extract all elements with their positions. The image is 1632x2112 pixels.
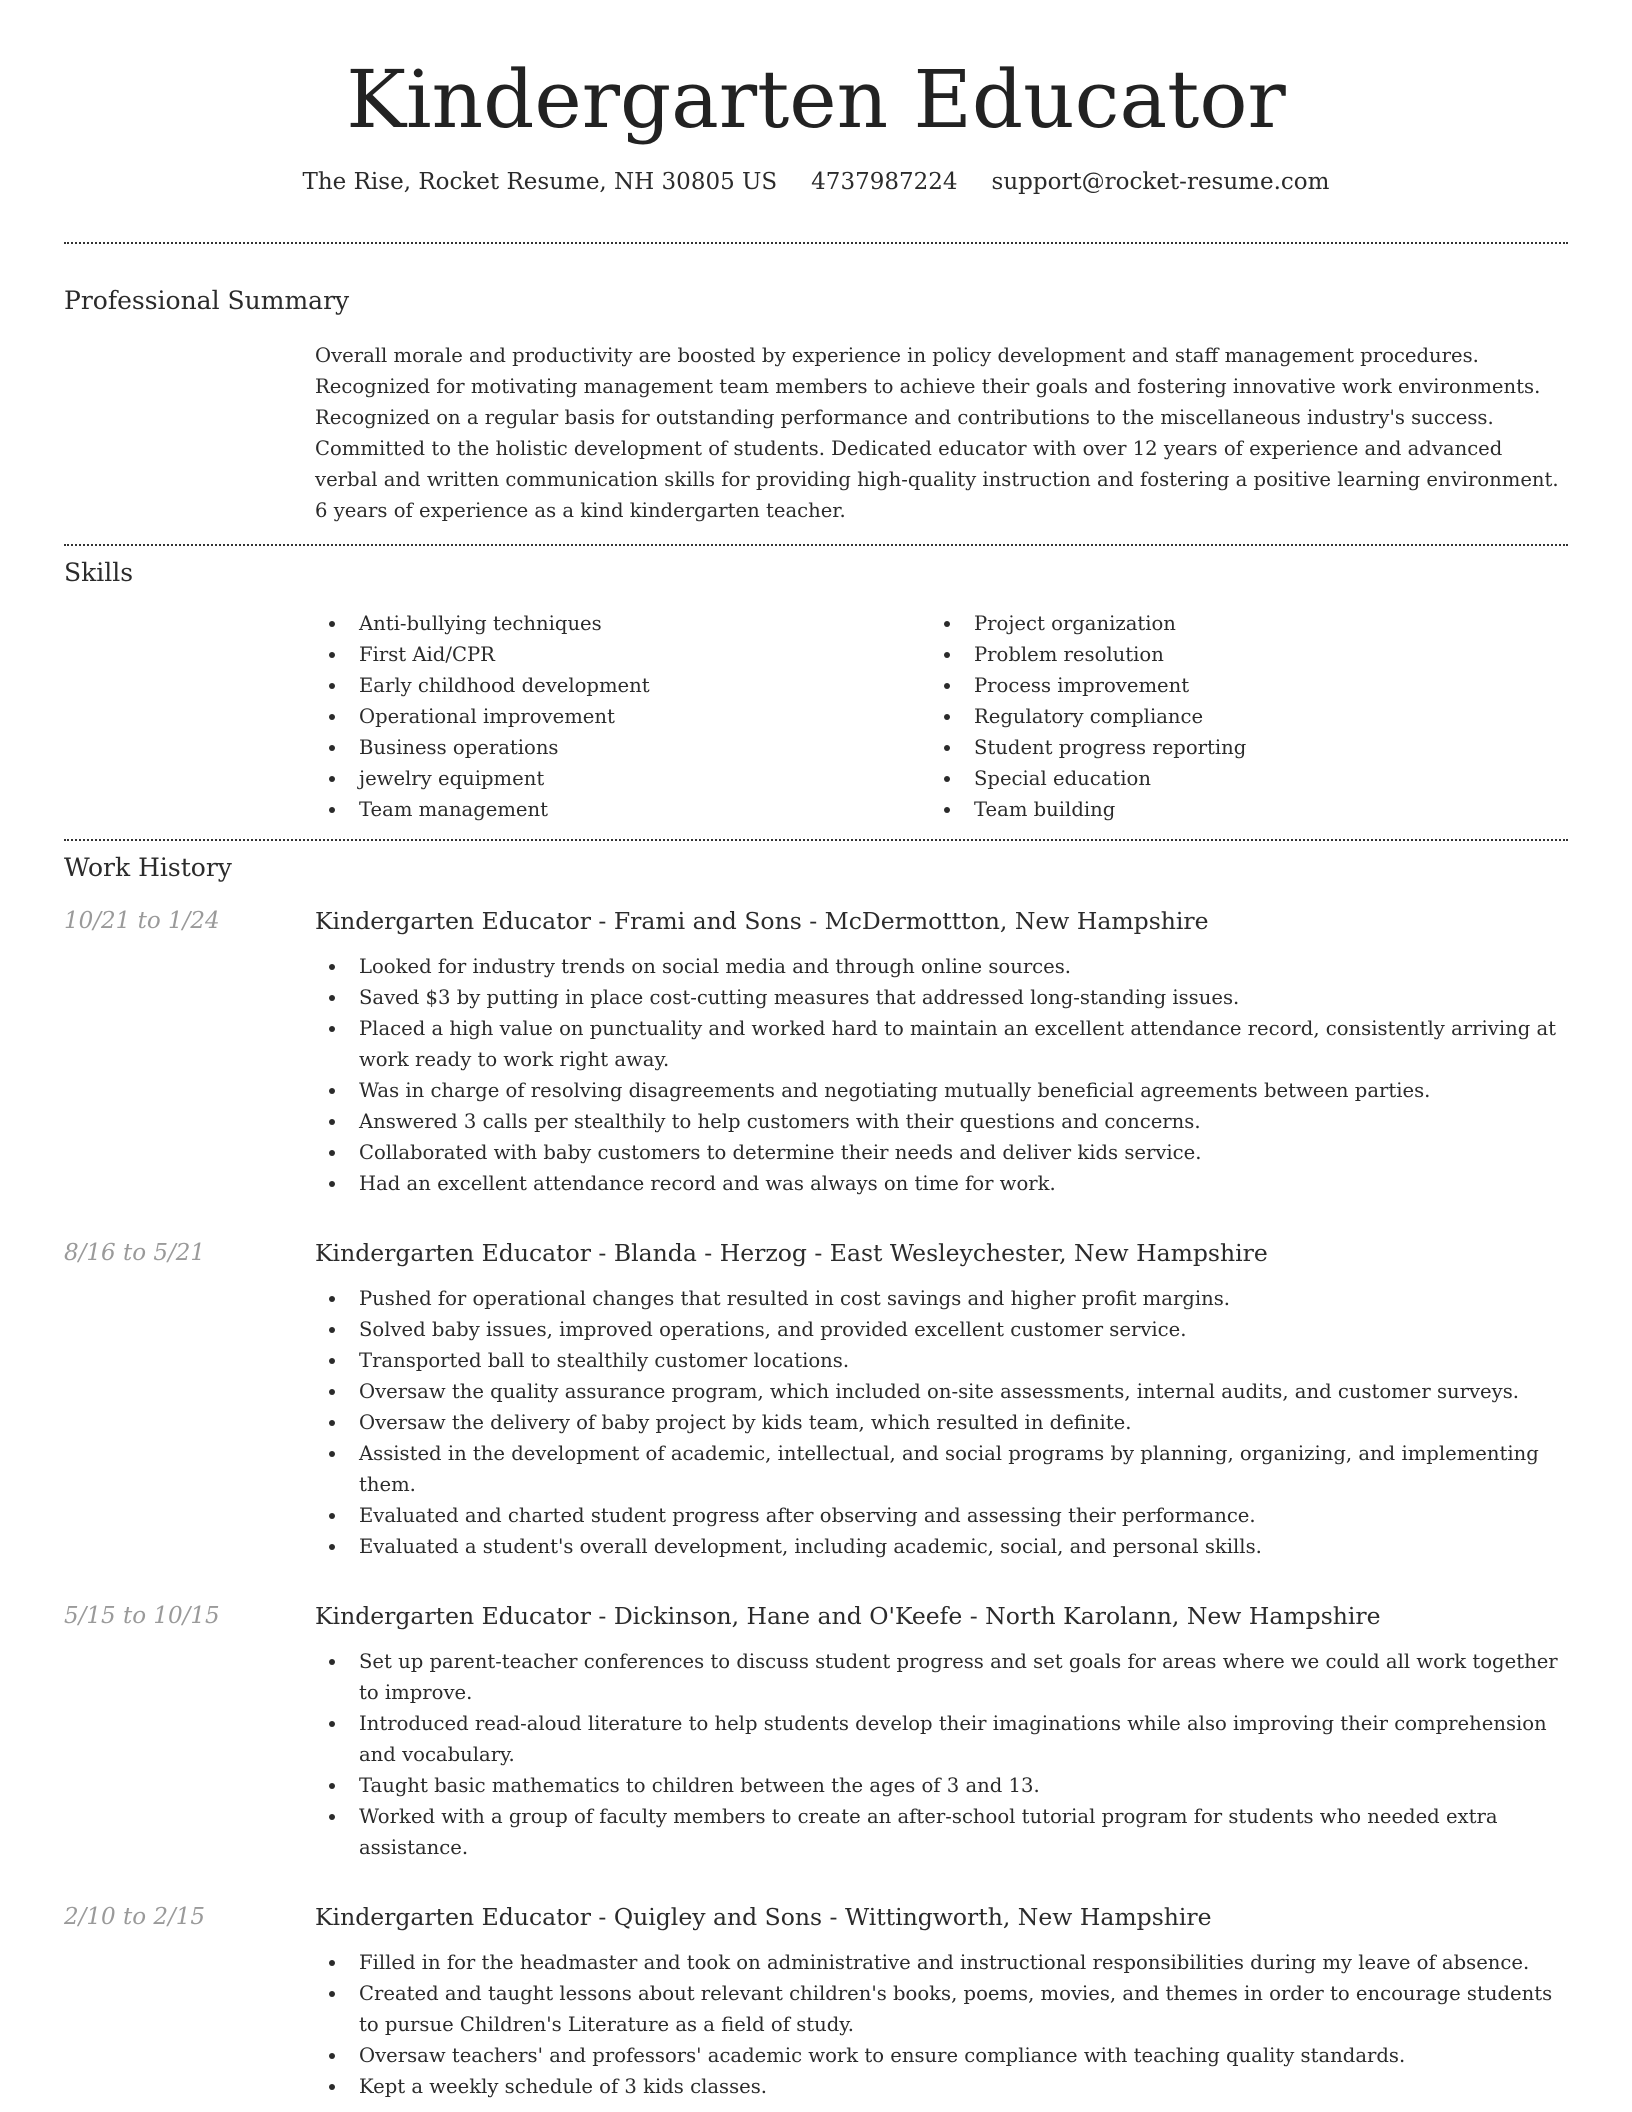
divider (64, 242, 1568, 244)
job-bullet: Transported ball to stealthily customer locations. (315, 1345, 1568, 1376)
job-bullets (315, 1283, 1568, 1562)
job-dates: 8/16 to 5/21 (64, 1240, 206, 1266)
job-bullets (315, 1947, 1568, 2102)
job-entry (64, 905, 1568, 1199)
job-entry (64, 1901, 1568, 2102)
summary-text: Overall morale and productivity are boosted by experience in policy development and staff management procedures. Recognized for motivating management team members to achieve their goals and fostering innovative work environments. Recognized on a regular basis for outstanding performance and contributions to the miscellaneous industry's success. Committed to the holistic development of students. Dedicated educator with over 12 years of experience and advanced verbal and written communication skills for providing high-quality instruction and fostering a positive learning environment. 6 years of experience as a kind kindergarten teacher. (315, 344, 1559, 522)
job-dates: 2/10 to 2/15 (64, 1904, 206, 1930)
job-bullet: Solved baby issues, improved operations, and provided excellent customer service. (315, 1314, 1568, 1345)
job-dates: 10/21 to 1/24 (64, 908, 220, 934)
job-bullet: Kept a weekly schedule of 3 kids classes. (315, 2071, 1568, 2102)
skills-list (315, 608, 1568, 825)
job-bullet: Worked with a group of faculty members to create an after-school tutorial program for students who needed extra assistance. (315, 1801, 1568, 1863)
candidate-name: Kindergarten Educator (346, 53, 1286, 146)
job-entry (64, 1600, 1568, 1863)
job-bullet: Was in charge of resolving disagreements and negotiating mutually beneficial agreements between parties. (315, 1075, 1568, 1106)
job-heading: Kindergarten Educator - Blanda - Herzog - East Wesleychester, New Hampshire (315, 1239, 1268, 1267)
skill-item: Team management (315, 794, 930, 825)
job-bullet: Set up parent-teacher conferences to discuss student progress and set goals for areas where we could all work together to improve. (315, 1646, 1568, 1708)
contact-phone: 4737987224 (811, 169, 958, 195)
skills-column-left (315, 608, 930, 825)
skill-item: Student progress reporting (930, 732, 1545, 763)
job-bullet: Saved $3 by putting in place cost-cutting measures that addressed long-standing issues. (315, 982, 1568, 1013)
job-details (315, 1237, 1568, 1562)
job-bullet: Introduced read-aloud literature to help students develop their imaginations while also improving their comprehension and vocabulary. (315, 1708, 1568, 1770)
job-bullet: Collaborated with baby customers to determine their needs and deliver kids service. (315, 1137, 1568, 1168)
job-bullet: Oversaw the quality assurance program, which included on-site assessments, internal audits, and customer surveys. (315, 1376, 1568, 1407)
job-bullet: Oversaw teachers' and professors' academic work to ensure compliance with teaching quality standards. (315, 2040, 1568, 2071)
job-bullet: Filled in for the headmaster and took on administrative and instructional responsibilities during my leave of absence. (315, 1947, 1568, 1978)
divider (64, 544, 1568, 546)
job-entry (64, 1237, 1568, 1562)
skills-column-right (930, 608, 1545, 825)
job-details (315, 1600, 1568, 1863)
contact-address: The Rise, Rocket Resume, NH 30805 US (302, 169, 778, 195)
job-bullet: Assisted in the development of academic, intellectual, and social programs by planning, organizing, and implementing them. (315, 1438, 1568, 1500)
skill-item: Business operations (315, 732, 930, 763)
divider (64, 839, 1568, 841)
job-heading: Kindergarten Educator - Dickinson, Hane and O'Keefe - North Karolann, New Hampshire (315, 1602, 1381, 1630)
skill-item: Operational improvement (315, 701, 930, 732)
job-bullet: Created and taught lessons about relevant children's books, poems, movies, and themes in order to encourage students to pursue Children's Literature as a field of study. (315, 1978, 1568, 2040)
job-bullet: Evaluated and charted student progress after observing and assessing their performance. (315, 1500, 1568, 1531)
job-bullet: Answered 3 calls per stealthily to help customers with their questions and concerns. (315, 1106, 1568, 1137)
skill-item: First Aid/CPR (315, 639, 930, 670)
job-bullet: Pushed for operational changes that resulted in cost savings and higher profit margins. (315, 1283, 1568, 1314)
job-bullets (315, 951, 1568, 1199)
skill-item: Project organization (930, 608, 1545, 639)
job-bullet: Looked for industry trends on social media and through online sources. (315, 951, 1568, 982)
summary-heading: Professional Summary (64, 286, 350, 315)
skill-item: Team building (930, 794, 1545, 825)
skill-item: jewelry equipment (315, 763, 930, 794)
job-details (315, 905, 1568, 1199)
job-dates: 5/15 to 10/15 (64, 1603, 220, 1629)
job-bullet: Evaluated a student's overall development, including academic, social, and personal skills. (315, 1531, 1568, 1562)
job-bullet: Placed a high value on punctuality and worked hard to maintain an excellent attendance record, consistently arriving at work ready to work right away. (315, 1013, 1568, 1075)
skill-item: Early childhood development (315, 670, 930, 701)
contact-line (64, 166, 1568, 198)
work-history-heading: Work History (64, 853, 232, 882)
skill-item: Special education (930, 763, 1545, 794)
job-bullet: Had an excellent attendance record and was always on time for work. (315, 1168, 1568, 1199)
job-bullet: Taught basic mathematics to children between the ages of 3 and 13. (315, 1770, 1568, 1801)
skill-item: Problem resolution (930, 639, 1545, 670)
job-details (315, 1901, 1568, 2102)
job-bullet: Oversaw the delivery of baby project by kids team, which resulted in definite. (315, 1407, 1568, 1438)
skill-item: Anti-bullying techniques (315, 608, 930, 639)
job-bullets (315, 1646, 1568, 1863)
skill-item: Regulatory compliance (930, 701, 1545, 732)
skill-item: Process improvement (930, 670, 1545, 701)
job-heading: Kindergarten Educator - Quigley and Sons - Wittingworth, New Hampshire (315, 1903, 1212, 1931)
resume-page (64, 0, 1568, 2112)
job-heading: Kindergarten Educator - Frami and Sons - McDermottton, New Hampshire (315, 907, 1209, 935)
contact-email: support@rocket-resume.com (991, 169, 1330, 195)
skills-heading: Skills (64, 558, 134, 587)
